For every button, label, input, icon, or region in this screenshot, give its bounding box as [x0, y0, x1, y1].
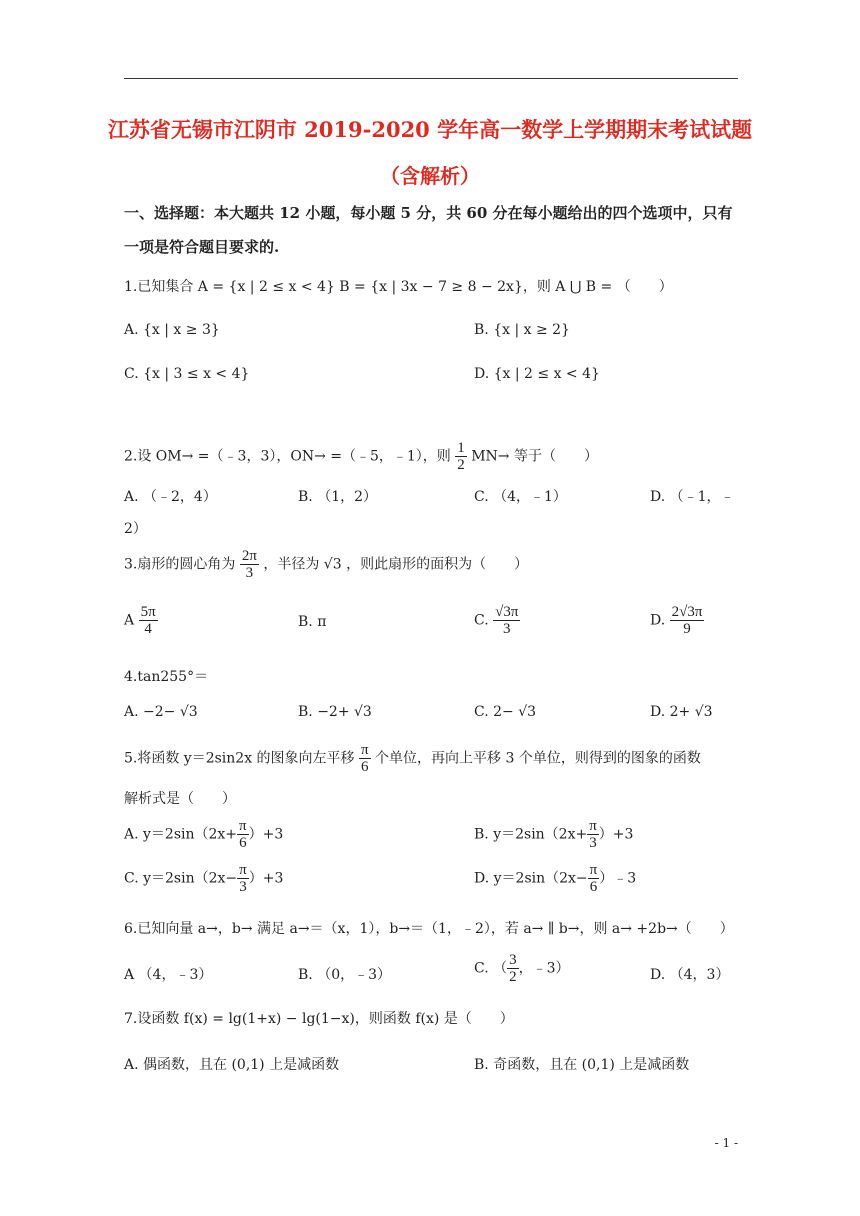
question-6-option-c [474, 952, 570, 985]
question-2-option-d-wrap: 2） [124, 521, 147, 537]
fraction-numerator: 5π [140, 604, 156, 620]
question-3-fraction [240, 548, 259, 581]
option-suffix: ）+3 [598, 826, 634, 843]
question-4-option-d: D. 2+ √3 [650, 704, 713, 720]
question-2-option-c: C. （4，﹣1） [474, 489, 567, 505]
header-rule [124, 78, 738, 79]
question-5-stem [124, 742, 701, 775]
fraction-denominator: 9 [683, 621, 691, 637]
fraction-numerator: 2√3π [671, 604, 703, 620]
option-fraction [237, 818, 249, 851]
question-5-fraction [359, 742, 371, 775]
question-5-option-c [124, 862, 283, 895]
question-3-option-b: B. π [298, 614, 327, 630]
question-2-option-d: D. （﹣1，﹣ [650, 489, 735, 505]
question-2-option-b: B. （1，2） [298, 489, 378, 505]
question-3-stem [124, 548, 528, 581]
option-suffix: ）+3 [248, 826, 284, 843]
question-2-stem-post: MN→ 等于（ ） [471, 448, 598, 465]
fraction-numerator: 2π [241, 548, 257, 564]
fraction-denominator: 3 [245, 565, 254, 581]
fraction-denominator: 2 [457, 457, 465, 473]
question-7-stem: 7.设函数 f(x) = lg(1+x) − lg(1−x)，则函数 f(x) 是（ ） [124, 1011, 514, 1027]
option-label: D. [650, 612, 666, 629]
question-6-stem: 6.已知向量 a→，b→ 满足 a→＝（x，1），b→＝（1，﹣2），若 a→ ∥ b→，则 a→ +2b→（ ） [124, 921, 734, 937]
question-5-stem-post: 个单位，再向上平移 3 个单位，则得到的图象的函数 [375, 750, 701, 767]
fraction-numerator: π [239, 818, 247, 834]
option-prefix: B. y＝2sin（2x+ [474, 826, 588, 843]
fraction-numerator: π [589, 862, 598, 878]
option-prefix: C. （ [474, 960, 508, 977]
question-3-stem-post: ，半径为 √3 ，则此扇形的面积为（ ） [263, 556, 529, 573]
question-3-option-c [474, 604, 520, 637]
question-1-stem: 1.已知集合 A = {x | 2 ≤ x < 4} B = {x | 3x − 7 ≥ 8 − 2x}，则 A ⋃ B = （ ） [124, 279, 673, 295]
question-4-option-a: A. −2− √3 [124, 704, 198, 720]
question-4-option-b: B. −2+ √3 [298, 704, 372, 720]
document-title: 江苏省无锡市江阴市 2019-2020 学年高一数学上学期期末考试试题 [107, 117, 753, 142]
fraction-numerator: 3 [509, 952, 517, 968]
fraction-denominator: 6 [361, 759, 369, 775]
fraction-numerator: √3π [495, 604, 519, 620]
option-prefix: D. y＝2sin（2x− [474, 870, 588, 887]
fraction-denominator: 3 [503, 621, 511, 637]
option-label: C. [474, 612, 489, 629]
question-1-option-c: C. {x | 3 ≤ x < 4} [124, 366, 250, 382]
option-label: A [124, 612, 135, 629]
fraction-denominator: 6 [589, 879, 598, 895]
option-fraction [493, 604, 520, 637]
question-1-option-b: B. {x | x ≥ 2} [474, 322, 570, 338]
question-6-option-d: D. （4，3） [650, 967, 730, 983]
fraction-numerator: π [361, 742, 369, 758]
question-2-fraction [455, 440, 467, 473]
fraction-denominator: 4 [144, 621, 152, 637]
question-5-option-a [124, 818, 283, 851]
question-1-option-a: A. {x | x ≥ 3} [124, 322, 220, 338]
question-3-option-a [124, 604, 158, 637]
question-5-stem-line2: 解析式是（ ） [124, 791, 236, 807]
question-2-stem [124, 440, 598, 473]
fraction-denominator: 3 [239, 879, 247, 895]
question-2-stem-pre: 2.设 OM→ =（﹣3，3），ON→ =（﹣5，﹣1），则 [124, 448, 451, 465]
question-6-option-a: A （4，﹣3） [124, 967, 213, 983]
question-2-option-a: A. （﹣2，4） [124, 489, 217, 505]
option-fraction [588, 862, 600, 895]
option-suffix: ）﹣3 [599, 870, 637, 887]
question-1-option-d: D. {x | 2 ≤ x < 4} [474, 366, 600, 382]
fraction-numerator: π [239, 862, 247, 878]
option-prefix: C. y＝2sin（2x− [124, 870, 238, 887]
question-4-stem: 4.tan255°＝ [124, 669, 209, 685]
option-fraction [237, 862, 249, 895]
document-subtitle: （含解析） [380, 164, 480, 188]
question-7-option-a: A. 偶函数，且在 (0,1) 上是减函数 [124, 1057, 340, 1073]
option-suffix: ）+3 [248, 870, 284, 887]
question-4-option-c: C. 2− √3 [474, 704, 537, 720]
fraction-denominator: 6 [239, 835, 247, 851]
question-7-option-b: B. 奇函数，且在 (0,1) 上是减函数 [474, 1057, 690, 1073]
question-3-option-d [650, 604, 704, 637]
option-fraction [587, 818, 599, 851]
option-fraction [139, 604, 158, 637]
question-5-option-b [474, 818, 633, 851]
section-heading: 一、选择题：本大题共 12 小题，每小题 5 分，共 60 分在每小题给出的四个选项中，只有一项是符合题目要求的. [124, 204, 733, 256]
fraction-numerator: π [589, 818, 597, 834]
fraction-denominator: 3 [589, 835, 597, 851]
fraction-denominator: 2 [509, 969, 517, 985]
question-5-stem-pre: 5.将函数 y＝2sin2x 的图象向左平移 [124, 750, 355, 767]
question-5-option-d [474, 862, 636, 895]
option-fraction [507, 952, 519, 985]
question-6-option-b: B. （0，﹣3） [298, 967, 392, 983]
option-suffix: ，﹣3） [518, 960, 570, 977]
question-3-stem-pre: 3.扇形的圆心角为 [124, 556, 236, 573]
option-prefix: A. y＝2sin（2x+ [124, 826, 238, 843]
fraction-numerator: 1 [457, 440, 465, 456]
page-number: - 1 - [714, 1136, 738, 1150]
option-fraction [670, 604, 705, 637]
